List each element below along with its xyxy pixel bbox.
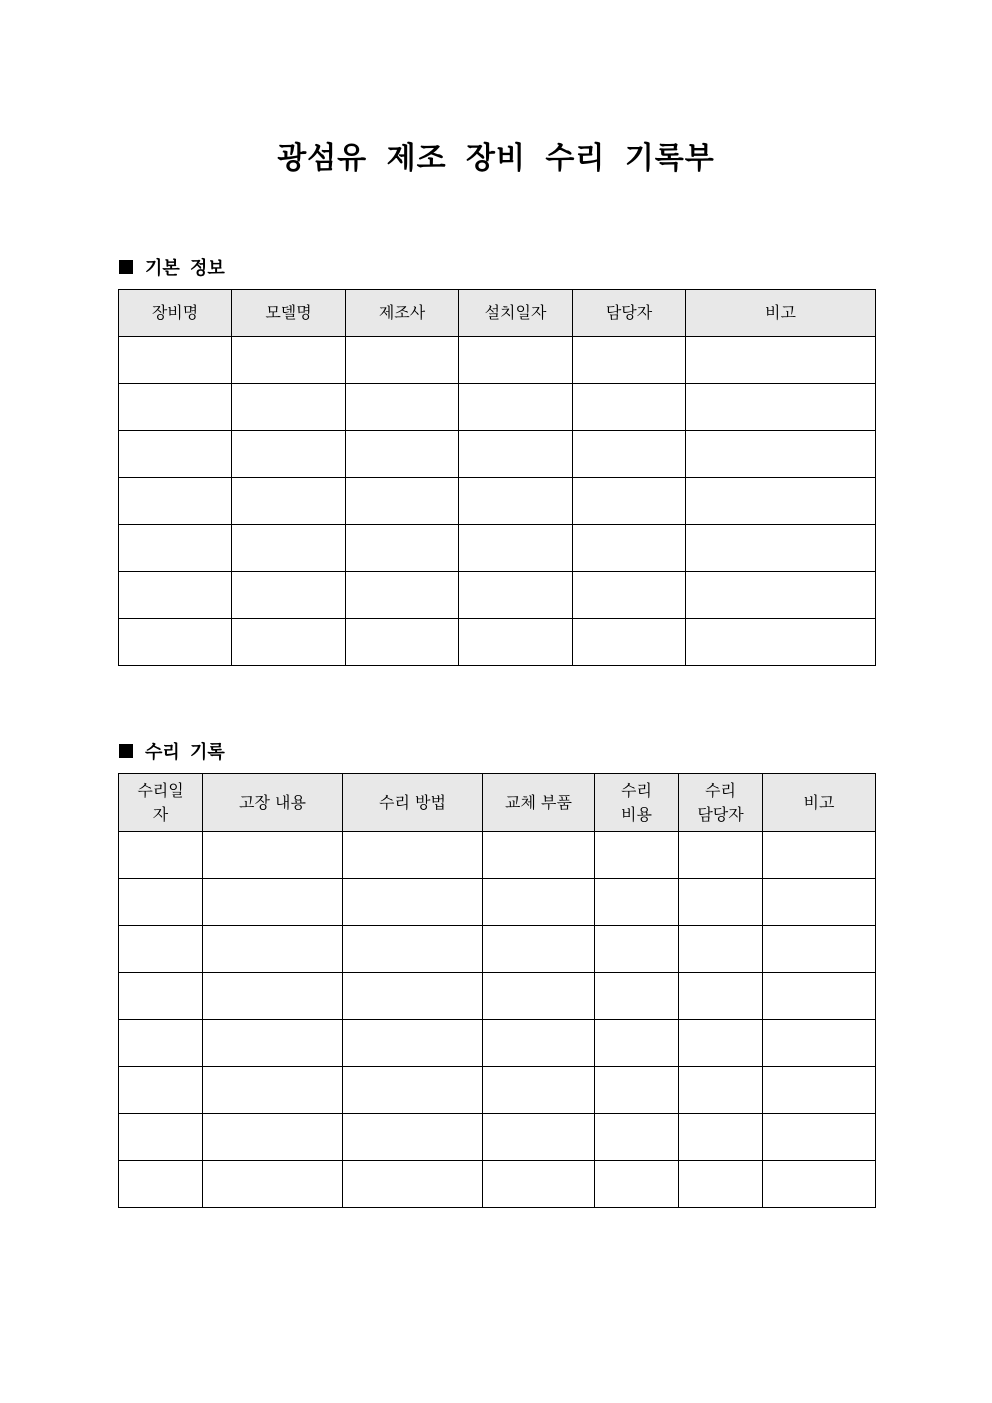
repair-record-row bbox=[119, 1161, 876, 1208]
table-cell[interactable] bbox=[595, 1161, 679, 1208]
table-cell[interactable] bbox=[595, 1020, 679, 1067]
header-repair-technician bbox=[679, 774, 763, 832]
table-cell[interactable] bbox=[573, 619, 686, 666]
table-cell[interactable] bbox=[686, 525, 876, 572]
table-cell[interactable] bbox=[232, 431, 346, 478]
table-cell[interactable] bbox=[203, 1020, 343, 1067]
table-cell[interactable] bbox=[343, 1161, 483, 1208]
repair-record-row bbox=[119, 879, 876, 926]
repair-record-row bbox=[119, 1020, 876, 1067]
table-cell[interactable] bbox=[573, 384, 686, 431]
table-cell[interactable] bbox=[686, 337, 876, 384]
table-cell[interactable] bbox=[679, 879, 763, 926]
table-cell[interactable] bbox=[483, 926, 595, 973]
table-cell[interactable] bbox=[483, 1161, 595, 1208]
table-cell[interactable] bbox=[203, 1067, 343, 1114]
table-cell[interactable] bbox=[483, 832, 595, 879]
basic-info-heading-label: 기본 정보 bbox=[145, 258, 225, 279]
table-cell[interactable] bbox=[343, 879, 483, 926]
table-cell[interactable] bbox=[483, 1020, 595, 1067]
table-cell[interactable] bbox=[595, 1067, 679, 1114]
header-repair-cost bbox=[595, 774, 679, 832]
basic-info-row bbox=[119, 478, 876, 525]
table-cell[interactable] bbox=[763, 973, 876, 1020]
table-cell[interactable] bbox=[686, 431, 876, 478]
table-cell[interactable] bbox=[119, 1114, 203, 1161]
table-cell[interactable] bbox=[483, 879, 595, 926]
table-cell[interactable] bbox=[203, 1114, 343, 1161]
table-cell[interactable] bbox=[119, 619, 232, 666]
table-cell[interactable] bbox=[119, 1161, 203, 1208]
table-cell[interactable] bbox=[595, 879, 679, 926]
table-cell[interactable] bbox=[232, 478, 346, 525]
repair-record-row bbox=[119, 832, 876, 879]
header-repair-method-text: 수리 방법 bbox=[379, 792, 446, 812]
table-cell[interactable] bbox=[679, 1067, 763, 1114]
table-cell[interactable] bbox=[483, 1114, 595, 1161]
basic-info-row bbox=[119, 572, 876, 619]
table-cell[interactable] bbox=[119, 832, 203, 879]
table-cell[interactable] bbox=[343, 832, 483, 879]
header-repair-remarks-text: 비고 bbox=[803, 792, 835, 812]
table-cell[interactable] bbox=[573, 337, 686, 384]
repair-header-row bbox=[119, 774, 876, 832]
table-cell[interactable] bbox=[232, 572, 346, 619]
table-cell[interactable] bbox=[119, 572, 232, 619]
table-cell[interactable] bbox=[203, 926, 343, 973]
table-cell[interactable] bbox=[343, 973, 483, 1020]
table-cell[interactable] bbox=[203, 879, 343, 926]
table-cell[interactable] bbox=[346, 572, 459, 619]
table-cell[interactable] bbox=[346, 384, 459, 431]
repair-record-row bbox=[119, 1067, 876, 1114]
header-repair-cost-text: 수리 비용 bbox=[621, 780, 652, 824]
table-cell[interactable] bbox=[346, 337, 459, 384]
table-cell[interactable] bbox=[595, 832, 679, 879]
table-cell[interactable] bbox=[595, 1114, 679, 1161]
header-model-name: 모델명 bbox=[232, 290, 346, 337]
header-replaced-parts bbox=[483, 774, 595, 832]
table-cell[interactable] bbox=[483, 973, 595, 1020]
table-cell[interactable] bbox=[119, 926, 203, 973]
header-repair-technician-text: 수리 담당자 bbox=[697, 780, 744, 824]
table-cell[interactable] bbox=[679, 1114, 763, 1161]
table-cell[interactable] bbox=[763, 926, 876, 973]
header-replaced-parts-text: 교체 부품 bbox=[505, 792, 572, 812]
header-repair-date bbox=[119, 774, 203, 832]
table-cell[interactable] bbox=[459, 431, 573, 478]
basic-info-table bbox=[118, 289, 876, 666]
table-cell[interactable] bbox=[763, 832, 876, 879]
table-cell[interactable] bbox=[763, 1067, 876, 1114]
table-cell[interactable] bbox=[346, 525, 459, 572]
table-cell[interactable] bbox=[686, 478, 876, 525]
table-cell[interactable] bbox=[119, 431, 232, 478]
table-cell[interactable] bbox=[203, 1161, 343, 1208]
table-cell[interactable] bbox=[679, 1020, 763, 1067]
table-cell[interactable] bbox=[346, 478, 459, 525]
repair-records-table bbox=[118, 773, 876, 1208]
table-cell[interactable] bbox=[232, 384, 346, 431]
table-cell[interactable] bbox=[346, 619, 459, 666]
square-bullet-icon bbox=[119, 260, 133, 274]
table-cell[interactable] bbox=[763, 1161, 876, 1208]
table-cell[interactable] bbox=[686, 384, 876, 431]
repair-record-row bbox=[119, 1114, 876, 1161]
table-cell[interactable] bbox=[763, 1114, 876, 1161]
header-fault-description-text: 고장 내용 bbox=[239, 792, 306, 812]
table-cell[interactable] bbox=[483, 1067, 595, 1114]
header-repair-method bbox=[343, 774, 483, 832]
basic-info-heading bbox=[119, 254, 225, 280]
basic-info-header-row bbox=[119, 290, 876, 337]
table-cell[interactable] bbox=[119, 879, 203, 926]
repair-record-row bbox=[119, 973, 876, 1020]
table-cell[interactable] bbox=[119, 384, 232, 431]
document-title: 광섬유 제조 장비 수리 기록부 bbox=[277, 141, 715, 176]
table-cell[interactable] bbox=[119, 1067, 203, 1114]
table-cell[interactable] bbox=[343, 1020, 483, 1067]
table-cell[interactable] bbox=[203, 832, 343, 879]
table-cell[interactable] bbox=[459, 525, 573, 572]
table-cell[interactable] bbox=[686, 619, 876, 666]
table-cell[interactable] bbox=[343, 1114, 483, 1161]
basic-info-row bbox=[119, 337, 876, 384]
table-cell[interactable] bbox=[203, 973, 343, 1020]
table-cell[interactable] bbox=[573, 431, 686, 478]
table-cell[interactable] bbox=[459, 572, 573, 619]
basic-info-row bbox=[119, 525, 876, 572]
header-repair-date-text: 수리일 자 bbox=[137, 780, 184, 824]
table-cell[interactable] bbox=[232, 619, 346, 666]
basic-info-row bbox=[119, 619, 876, 666]
repair-records-heading-label: 수리 기록 bbox=[145, 742, 225, 763]
table-cell[interactable] bbox=[573, 478, 686, 525]
table-cell[interactable] bbox=[763, 879, 876, 926]
header-person-in-charge: 담당자 bbox=[573, 290, 686, 337]
table-cell[interactable] bbox=[232, 525, 346, 572]
table-cell[interactable] bbox=[346, 431, 459, 478]
table-cell[interactable] bbox=[573, 525, 686, 572]
basic-info-row bbox=[119, 384, 876, 431]
table-cell[interactable] bbox=[679, 1161, 763, 1208]
table-cell[interactable] bbox=[119, 478, 232, 525]
header-fault-description bbox=[203, 774, 343, 832]
table-cell[interactable] bbox=[459, 619, 573, 666]
table-cell[interactable] bbox=[119, 1020, 203, 1067]
table-cell[interactable] bbox=[343, 926, 483, 973]
repair-record-row bbox=[119, 926, 876, 973]
table-cell[interactable] bbox=[573, 572, 686, 619]
table-cell[interactable] bbox=[459, 337, 573, 384]
table-cell[interactable] bbox=[686, 572, 876, 619]
square-bullet-icon bbox=[119, 744, 133, 758]
table-cell[interactable] bbox=[459, 384, 573, 431]
table-cell[interactable] bbox=[763, 1020, 876, 1067]
table-cell[interactable] bbox=[679, 926, 763, 973]
header-equipment-name: 장비명 bbox=[119, 290, 232, 337]
header-remarks: 비고 bbox=[686, 290, 876, 337]
table-cell[interactable] bbox=[459, 478, 573, 525]
table-cell[interactable] bbox=[595, 973, 679, 1020]
table-cell[interactable] bbox=[119, 525, 232, 572]
table-cell[interactable] bbox=[595, 926, 679, 973]
table-cell[interactable] bbox=[679, 973, 763, 1020]
basic-info-row bbox=[119, 431, 876, 478]
table-cell[interactable] bbox=[679, 832, 763, 879]
header-repair-remarks bbox=[763, 774, 876, 832]
header-manufacturer: 제조사 bbox=[346, 290, 459, 337]
table-cell[interactable] bbox=[343, 1067, 483, 1114]
header-install-date: 설치일자 bbox=[459, 290, 573, 337]
repair-records-heading bbox=[119, 738, 225, 764]
table-cell[interactable] bbox=[119, 337, 232, 384]
table-cell[interactable] bbox=[119, 973, 203, 1020]
table-cell[interactable] bbox=[232, 337, 346, 384]
